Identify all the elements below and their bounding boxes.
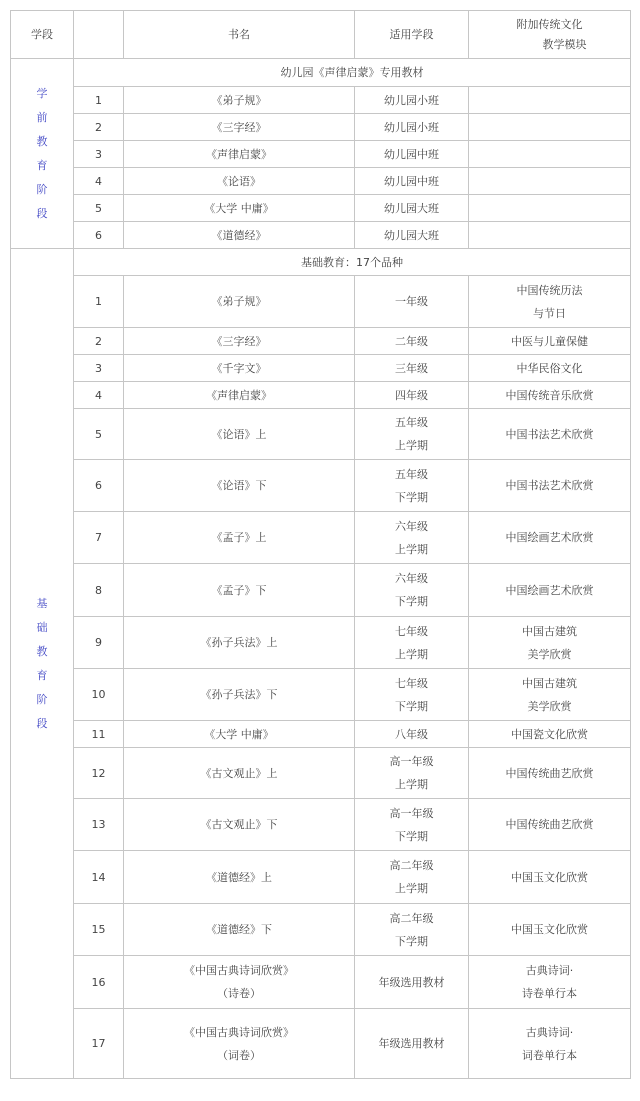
grade	[355, 328, 469, 355]
extra-module-line: 中国传统音乐欣赏	[505, 388, 594, 402]
grade-line: 五年级	[395, 467, 428, 481]
extra-module	[469, 114, 631, 141]
book-title-line: 《论语》上	[211, 427, 267, 441]
stage-char: 段	[36, 206, 48, 220]
extra-module	[469, 87, 631, 114]
book-title	[124, 564, 355, 617]
grade-line: 下学期	[395, 829, 428, 843]
book-title	[124, 956, 355, 1009]
preschool-subheader-row	[11, 59, 631, 87]
grade-line: 八年级	[395, 727, 428, 741]
book-title-line: 《千字文》	[211, 361, 267, 375]
grade-line: 三年级	[395, 361, 428, 375]
grade	[355, 355, 469, 382]
table-row	[11, 276, 631, 328]
extra-module-line: 中国玉文化欣赏	[511, 923, 588, 936]
table-row	[11, 564, 631, 617]
table-row	[11, 222, 631, 249]
book-title: 《声律启蒙》	[124, 141, 355, 168]
row-number: 2	[74, 114, 124, 141]
grade: 幼儿园大班	[355, 195, 469, 222]
row-number: 16	[74, 956, 124, 1009]
table-row	[11, 721, 631, 748]
extra-module	[469, 617, 631, 669]
extra-module-line: 中国古建筑	[522, 624, 577, 638]
row-number: 13	[74, 799, 124, 851]
table-row	[11, 617, 631, 669]
extra-module	[469, 409, 631, 460]
extra-module-line: 与节日	[533, 306, 566, 320]
table-row	[11, 141, 631, 168]
book-title	[124, 460, 355, 512]
grade	[355, 851, 469, 904]
table-row	[11, 851, 631, 904]
grade	[355, 617, 469, 669]
book-title	[124, 904, 355, 956]
grade-line: 上学期	[395, 542, 428, 556]
table-row	[11, 195, 631, 222]
grade: 幼儿园小班	[355, 114, 469, 141]
grade	[355, 564, 469, 617]
book-title	[124, 409, 355, 460]
stage-label	[11, 249, 74, 1079]
extra-module	[469, 799, 631, 851]
extra-module-line: 古典诗词·	[525, 964, 574, 977]
book-title	[124, 328, 355, 355]
book-title: 《大学 中庸》	[124, 195, 355, 222]
table-row	[11, 87, 631, 114]
book-title-line: 《古文观止》上	[200, 766, 278, 780]
row-number: 2	[74, 328, 124, 355]
stage-char: 基	[36, 596, 48, 610]
book-title-line: 《孟子》下	[211, 583, 267, 597]
grade: 幼儿园中班	[355, 168, 469, 195]
book-title	[124, 355, 355, 382]
grade-line: 高二年级	[389, 859, 434, 872]
book-title-line: 《道德经》上	[206, 870, 272, 884]
header-stage: 学段	[11, 11, 74, 59]
extra-module-line: 词卷单行本	[522, 1048, 577, 1062]
row-number: 1	[74, 276, 124, 328]
header-extra-line1: 附加传统文化	[516, 17, 583, 31]
grade-line: 四年级	[395, 388, 428, 402]
table-row	[11, 956, 631, 1009]
extra-module-line: 中华民俗文化	[516, 361, 583, 375]
stage-char: 阶	[36, 182, 48, 196]
book-title-line: 《论语》下	[211, 479, 267, 492]
grade-line: 一年级	[395, 295, 428, 308]
header-extra-line2: 教学模块	[542, 37, 587, 51]
book-title-line: 《中国古典诗词欣赏》	[184, 964, 294, 977]
extra-module-line: 中国传统曲艺欣赏	[505, 766, 594, 780]
extra-module	[469, 564, 631, 617]
extra-module-line: 中国瓷文化欣赏	[511, 727, 588, 741]
row-number: 5	[74, 409, 124, 460]
stage-char: 学	[36, 86, 48, 100]
extra-module-line: 诗卷单行本	[522, 987, 577, 1000]
book-title	[124, 799, 355, 851]
book-title-line: 《声律启蒙》	[206, 388, 272, 402]
book-title: 《论语》	[124, 168, 355, 195]
header-book: 书名	[124, 11, 355, 59]
grade	[355, 799, 469, 851]
grade-line: 七年级	[395, 676, 428, 690]
extra-module-line: 中医与儿童保健	[511, 334, 588, 348]
row-number: 17	[74, 1009, 124, 1079]
extra-module	[469, 851, 631, 904]
row-number: 3	[74, 141, 124, 168]
header-extra	[469, 11, 631, 59]
grade-line: 下学期	[395, 490, 428, 504]
row-number: 1	[74, 87, 124, 114]
grade-line: 五年级	[395, 416, 428, 429]
book-title	[124, 669, 355, 721]
extra-module	[469, 276, 631, 328]
table-row	[11, 460, 631, 512]
book-title	[124, 617, 355, 669]
grade	[355, 1009, 469, 1079]
row-number: 12	[74, 748, 124, 799]
table-row	[11, 904, 631, 956]
stage-char: 础	[36, 620, 48, 634]
row-number: 11	[74, 721, 124, 748]
grade	[355, 956, 469, 1009]
extra-module-line: 中国绘画艺术欣赏	[505, 531, 594, 544]
book-title	[124, 851, 355, 904]
book-title	[124, 721, 355, 748]
book-title-line: 《弟子规》	[211, 295, 267, 308]
extra-module	[469, 141, 631, 168]
grade-line: 上学期	[395, 439, 428, 452]
table-row	[11, 168, 631, 195]
grade	[355, 460, 469, 512]
curriculum-table	[10, 10, 631, 1079]
extra-module-line: 美学欣赏	[527, 699, 572, 713]
stage-char: 段	[36, 716, 48, 730]
extra-module-line: 中国书法艺术欣赏	[505, 427, 594, 441]
stage-char: 育	[36, 158, 48, 172]
grade	[355, 276, 469, 328]
extra-module	[469, 1009, 631, 1079]
grade-line: 上学期	[395, 882, 428, 895]
extra-module-line: 中国传统历法	[516, 283, 583, 297]
stage-char: 教	[36, 134, 48, 148]
grade-line: 高一年级	[389, 806, 434, 820]
table-row	[11, 799, 631, 851]
row-number: 3	[74, 355, 124, 382]
book-title-line: 《孙子兵法》上	[200, 636, 278, 649]
stage-char: 育	[36, 668, 48, 682]
book-title-line: （词卷）	[217, 1048, 261, 1062]
book-title-line: 《道德经》下	[206, 923, 272, 936]
grade	[355, 382, 469, 409]
grade-line: 二年级	[395, 334, 428, 348]
book-title-line: 《大学 中庸》	[204, 727, 274, 741]
extra-module	[469, 904, 631, 956]
grade-line: 下学期	[395, 595, 428, 608]
grade-line: 六年级	[395, 519, 428, 533]
grade: 幼儿园中班	[355, 141, 469, 168]
grade	[355, 721, 469, 748]
extra-module	[469, 328, 631, 355]
grade-line: 六年级	[395, 572, 428, 585]
grade	[355, 669, 469, 721]
extra-module-line: 中国传统曲艺欣赏	[505, 818, 594, 831]
extra-module	[469, 355, 631, 382]
row-number: 8	[74, 564, 124, 617]
grade-line: 上学期	[395, 647, 428, 661]
extra-module	[469, 956, 631, 1009]
book-title-line: （诗卷）	[217, 987, 261, 1000]
table-row	[11, 669, 631, 721]
table-row	[11, 114, 631, 141]
book-title	[124, 276, 355, 328]
row-number: 14	[74, 851, 124, 904]
extra-module	[469, 721, 631, 748]
header-row	[11, 11, 631, 59]
preschool-subheader: 幼儿园《声律启蒙》专用教材	[74, 59, 631, 87]
table-row	[11, 512, 631, 564]
basic-subheader-row	[11, 249, 631, 276]
book-title: 《道德经》	[124, 222, 355, 249]
extra-module-line: 中国书法艺术欣赏	[505, 479, 594, 492]
stage-label	[11, 59, 74, 249]
grade	[355, 512, 469, 564]
table-row	[11, 1009, 631, 1079]
book-title: 《三字经》	[124, 114, 355, 141]
grade-line: 年级选用教材	[378, 975, 445, 989]
grade	[355, 904, 469, 956]
row-number: 4	[74, 168, 124, 195]
book-title	[124, 512, 355, 564]
stage-char: 教	[36, 644, 48, 658]
row-number: 10	[74, 669, 124, 721]
grade-line: 高一年级	[389, 755, 434, 768]
extra-module	[469, 382, 631, 409]
grade	[355, 409, 469, 460]
extra-module	[469, 195, 631, 222]
book-title-line: 《三字经》	[211, 334, 267, 348]
book-title-line: 《古文观止》下	[200, 818, 278, 831]
row-number: 9	[74, 617, 124, 669]
table-row	[11, 355, 631, 382]
row-number: 5	[74, 195, 124, 222]
row-number: 15	[74, 904, 124, 956]
book-title-line: 《孙子兵法》下	[200, 688, 278, 701]
extra-module	[469, 512, 631, 564]
stage-char: 阶	[36, 692, 48, 706]
row-number: 7	[74, 512, 124, 564]
grade: 幼儿园大班	[355, 222, 469, 249]
grade-line: 上学期	[395, 778, 428, 791]
extra-module	[469, 168, 631, 195]
row-number: 4	[74, 382, 124, 409]
book-title-line: 《孟子》上	[211, 531, 267, 544]
book-title-line: 《中国古典诗词欣赏》	[184, 1025, 294, 1039]
extra-module	[469, 460, 631, 512]
table-row	[11, 382, 631, 409]
extra-module	[469, 222, 631, 249]
extra-module	[469, 669, 631, 721]
book-title	[124, 1009, 355, 1079]
table-row	[11, 328, 631, 355]
book-title	[124, 382, 355, 409]
row-number: 6	[74, 222, 124, 249]
grade-line: 下学期	[395, 934, 428, 948]
grade-line: 七年级	[395, 624, 428, 638]
extra-module-line: 中国古建筑	[522, 676, 577, 690]
stage-char: 前	[36, 110, 48, 124]
book-title: 《弟子规》	[124, 87, 355, 114]
grade-line: 高二年级	[389, 911, 434, 925]
table-row	[11, 748, 631, 799]
book-title	[124, 748, 355, 799]
table-row	[11, 409, 631, 460]
extra-module-line: 古典诗词·	[525, 1025, 574, 1039]
extra-module	[469, 748, 631, 799]
header-index	[74, 11, 124, 59]
extra-module-line: 中国绘画艺术欣赏	[505, 583, 594, 597]
header-grade: 适用学段	[355, 11, 469, 59]
row-number: 6	[74, 460, 124, 512]
basic-subheader: 基础教育：17个品种	[74, 249, 631, 276]
grade-line: 年级选用教材	[378, 1037, 445, 1050]
grade	[355, 748, 469, 799]
extra-module-line: 中国玉文化欣赏	[511, 870, 588, 884]
grade: 幼儿园小班	[355, 87, 469, 114]
extra-module-line: 美学欣赏	[527, 647, 572, 661]
grade-line: 下学期	[395, 699, 428, 713]
